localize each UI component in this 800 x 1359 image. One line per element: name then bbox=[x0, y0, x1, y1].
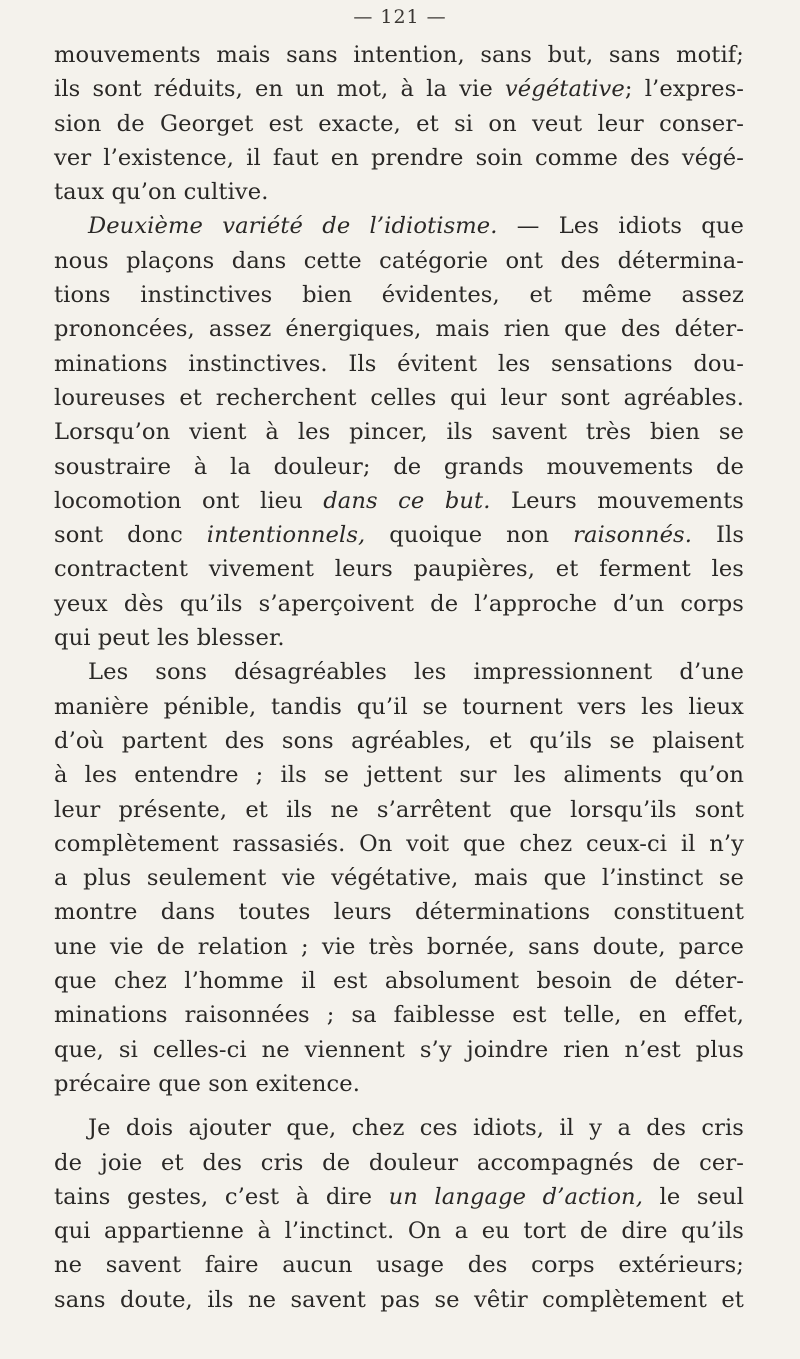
text-line: précaire que son exitence. bbox=[54, 1070, 360, 1097]
paragraph bbox=[54, 38, 744, 209]
text-line: nous plaçons dans cette catégorie ont des détermina- bbox=[54, 247, 744, 274]
text-line: ver l’existence, il faut en prendre soin comme des végé- bbox=[54, 144, 744, 171]
text-line: manière pénible, tandis qu’il se tournent vers les lieux bbox=[54, 693, 744, 720]
italic-phrase: raisonnés. bbox=[573, 522, 693, 549]
text-line: sion de Georget est exacte, et si on veut leur conser- bbox=[54, 110, 744, 137]
text-line: Les sons désagréables les impressionnent d’une bbox=[88, 659, 744, 686]
page-number: — 121 — bbox=[353, 6, 447, 28]
text-line: d’où partent des sons agréables, et qu’ils se plaisent bbox=[54, 727, 744, 754]
text-line: Deuxième variété de l’idiotisme. — Les idiots que bbox=[88, 213, 744, 240]
italic-phrase: végétative bbox=[504, 76, 625, 103]
text-line: loureuses et recherchent celles qui leur sont agréables. bbox=[54, 384, 744, 411]
text-line: locomotion ont lieu dans ce but. Leurs mouvements bbox=[54, 487, 744, 514]
text-line: sont donc intentionnels, quoique non raisonnés. Ils bbox=[54, 522, 745, 549]
italic-phrase: Deuxième variété de l’idiotisme. bbox=[88, 213, 498, 240]
text-line: que chez l’homme il est absolument besoin de déter- bbox=[54, 968, 744, 995]
text-line: contractent vivement leurs paupières, et ferment les bbox=[54, 556, 744, 583]
paragraph bbox=[54, 209, 744, 655]
text-line: taux qu’on cultive. bbox=[54, 179, 269, 206]
text-line: minations instinctives. Ils évitent les sensations dou- bbox=[54, 350, 744, 377]
text-line: leur présente, et ils ne s’arrêtent que lorsqu’ils sont bbox=[54, 796, 744, 823]
text-line: tains gestes, c’est à dire un langage d’action, le seul bbox=[54, 1183, 744, 1210]
italic-phrase: dans ce but. bbox=[323, 487, 491, 514]
text-line: sans doute, ils ne savent pas se vêtir complètement et bbox=[54, 1286, 744, 1313]
text-line: Lorsqu’on vient à les pincer, ils savent très bien se bbox=[54, 419, 744, 446]
text-line: Je dois ajouter que, chez ces idiots, il y a des cris bbox=[88, 1115, 744, 1142]
text-line: de joie et des cris de douleur accompagnés de cer- bbox=[54, 1149, 744, 1176]
text-line: ne savent faire aucun usage des corps extérieurs; bbox=[54, 1252, 744, 1279]
text-line: qui peut les blesser. bbox=[54, 625, 285, 652]
text-line: mouvements mais sans intention, sans but, sans motif; bbox=[54, 42, 744, 68]
text-line: montre dans toutes leurs déterminations constituent bbox=[54, 899, 744, 926]
paragraph bbox=[54, 1101, 744, 1317]
text-line: tions instinctives bien évidentes, et même assez bbox=[54, 282, 744, 309]
text-line: que, si celles-ci ne viennent s’y joindre rien n’est plus bbox=[54, 1036, 744, 1063]
paragraph bbox=[54, 655, 744, 1101]
text-line: une vie de relation ; vie très bornée, sans doute, parce bbox=[54, 933, 744, 960]
italic-phrase: intentionnels, bbox=[206, 522, 366, 549]
body-text bbox=[54, 38, 744, 1317]
text-line: soustraire à la douleur; de grands mouvements de bbox=[54, 453, 744, 480]
text-line: yeux dès qu’ils s’aperçoivent de l’approche d’un corps bbox=[54, 590, 744, 617]
italic-phrase: un langage d’action, bbox=[388, 1183, 643, 1210]
text-line: à les entendre ; ils se jettent sur les aliments qu’on bbox=[54, 762, 744, 789]
text-line: minations raisonnées ; sa faiblesse est telle, en effet, bbox=[54, 1002, 744, 1029]
text-line: complètement rassasiés. On voit que chez ceux-ci il n’y bbox=[54, 830, 744, 857]
text-line: ils sont réduits, en un mot, à la vie végétative; l’expres- bbox=[54, 76, 745, 103]
text-line: prononcées, assez énergiques, mais rien que des déter- bbox=[54, 316, 744, 343]
text-line: qui appartienne à l’inctinct. On a eu tort de dire qu’ils bbox=[54, 1218, 744, 1245]
text-line: a plus seulement vie végétative, mais que l’instinct se bbox=[54, 865, 744, 892]
